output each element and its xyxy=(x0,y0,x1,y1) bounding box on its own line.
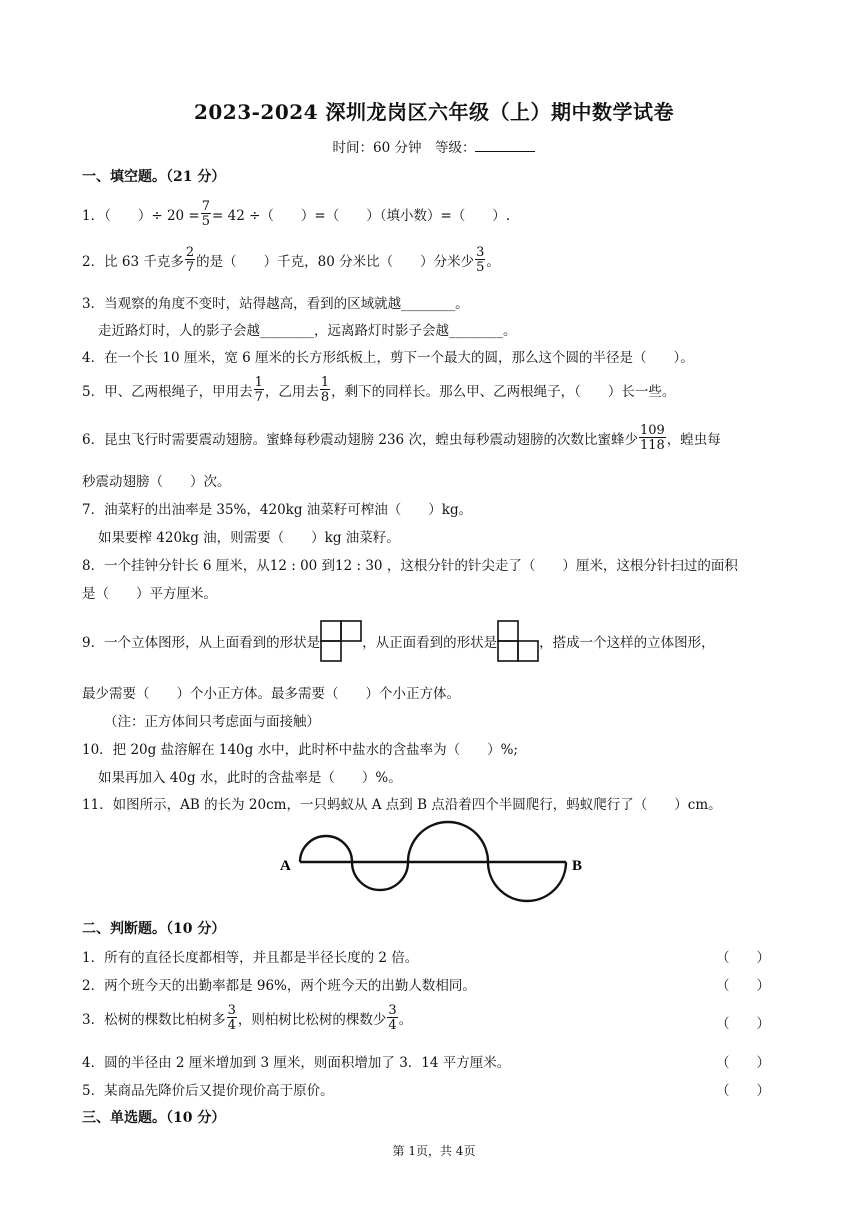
question-1-6-line2: 秒震动翅膀（ ）次。 xyxy=(82,474,231,490)
q2-text-c: 。 xyxy=(486,254,500,270)
q6-frac-num: 109 xyxy=(639,423,665,438)
top-view-grid-icon xyxy=(320,620,362,662)
page-title: 2023-2024 深圳龙岗区六年级（上）期中数学试卷 xyxy=(193,100,675,124)
q1-text-a: 1．（ ）÷ 20 = xyxy=(82,208,200,224)
question-1-9-line2: 最少需要（ ）个小正方体。最多需要（ ）个小正方体。 xyxy=(82,686,460,702)
question-1-10-line1: 10．把 20g 盐溶解在 140g 水中，此时杯中盐水的含盐率为（ ）%; xyxy=(82,742,518,758)
q1-frac-den: 5 xyxy=(201,214,211,229)
grade-blank xyxy=(475,139,535,152)
j3-frac2-num: 3 xyxy=(388,1003,397,1018)
j3-fraction-2 xyxy=(387,1004,397,1032)
judge-1: 1．所有的直径长度都相等，并且都是半径长度的 2 倍。 xyxy=(82,950,419,966)
section3-heading: 三、单选题。（10 分） xyxy=(82,1110,226,1126)
q5-fraction-2 xyxy=(320,376,330,404)
q5-frac2-den: 8 xyxy=(320,390,330,405)
point-a-label: A xyxy=(280,858,291,874)
q9-text-a: 9．一个立体图形，从上面看到的形状是 xyxy=(82,635,321,651)
semicircle-4 xyxy=(488,862,566,901)
q2-frac1-num: 2 xyxy=(185,245,195,260)
semicircle-2 xyxy=(352,862,408,890)
j3-frac1-num: 3 xyxy=(227,1003,236,1018)
q6-frac-den: 118 xyxy=(639,438,665,453)
question-1-8-line1: 8．一个挂钟分针长 6 厘米，从12 : 00 到12 : 30 ，这根分针的针尖走了（ ）厘米，这根分针扫过的面积 xyxy=(82,558,738,574)
exam-info-text: 时间：60 分钟 等级： xyxy=(332,140,476,156)
j3-frac2-den: 4 xyxy=(388,1018,397,1033)
question-1-9-note: （注：正方体间只考虑面与面接触） xyxy=(104,714,320,730)
section1-heading: 一、填空题。（21 分） xyxy=(82,169,226,185)
question-1-10-line2: 如果再加入 40g 水，此时的含盐率是（ ）%。 xyxy=(98,770,402,786)
judge-2: 2．两个班今天的出勤率都是 96%，两个班今天的出勤人数相同。 xyxy=(82,978,476,994)
q6-fraction xyxy=(639,424,666,452)
q5-text-c: ，剩下的同样长。那么甲、乙两根绳子，（ ）长一些。 xyxy=(331,384,676,400)
question-1-7-line1: 7．油菜籽的出油率是 35%，420kg 油菜籽可榨油（ ）kg。 xyxy=(82,502,473,518)
judge-4-answer[interactable]: （ ） xyxy=(716,1055,770,1071)
q2-frac2-num: 3 xyxy=(476,245,485,260)
question-1-4: 4．在一个长 10 厘米，宽 6 厘米的长方形纸板上，剪下一个最大的圆，那么这个圆的半径是（ ）。 xyxy=(82,350,694,366)
semicircle-1 xyxy=(300,836,352,862)
semicircle-3 xyxy=(408,822,488,862)
j3-text-c: 。 xyxy=(398,1012,413,1028)
judge-1-answer[interactable]: （ ） xyxy=(716,950,770,966)
question-1-5 xyxy=(82,376,675,404)
question-1-11: 11．如图所示，AB 的长为 20cm，一只蚂蚁从 A 点到 B 点沿着四个半圆爬行，蚂蚁爬行了（ ）cm。 xyxy=(82,797,722,813)
semicircles-figure xyxy=(276,814,596,904)
question-1-3-line1: 3．当观察的角度不变时，站得越高，看到的区域就越________。 xyxy=(82,296,469,312)
q1-text-b: = 42 ÷（ ）=（ ）（填小数）=（ ）. xyxy=(212,208,511,224)
q1-frac-num: 7 xyxy=(201,199,211,214)
question-1-9 xyxy=(82,620,715,662)
question-1-2 xyxy=(82,246,500,274)
j3-text-a: 3．松树的棵数比柏树多 xyxy=(82,1012,226,1028)
q9-text-c: ，搭成一个这样的立体图形， xyxy=(539,635,715,651)
q2-fraction-2 xyxy=(475,246,485,274)
q2-text-b: 的是（ ）千克，80 分米比（ ）分米少 xyxy=(196,254,475,270)
q5-frac1-num: 1 xyxy=(254,375,263,390)
j3-frac1-den: 4 xyxy=(227,1018,236,1033)
question-1-7-line2: 如果要榨 420kg 油，则需要（ ）kg 油菜籽。 xyxy=(98,530,400,546)
q2-text-a: 2．比 63 千克多 xyxy=(82,254,184,270)
question-1-1 xyxy=(82,200,510,228)
q2-frac1-den: 7 xyxy=(185,260,195,275)
front-view-grid-icon xyxy=(497,620,539,662)
question-1-3-line2: 走近路灯时，人的影子会越________，远离路灯时影子会越________。 xyxy=(98,323,517,339)
point-b-label: B xyxy=(572,858,583,874)
exam-info xyxy=(0,136,868,156)
judge-2-answer[interactable]: （ ） xyxy=(716,978,770,994)
q6-text-b: ，蝗虫每 xyxy=(666,432,721,448)
q5-frac2-num: 1 xyxy=(320,375,330,390)
judge-5-answer[interactable]: （ ） xyxy=(716,1083,770,1099)
question-1-6 xyxy=(82,424,721,452)
judge-3-answer[interactable]: （ ） xyxy=(716,1016,770,1032)
q9-text-b: ，从正面看到的形状是 xyxy=(362,635,498,651)
q5-text-a: 5．甲、乙两根绳子，甲用去 xyxy=(82,384,253,400)
j3-fraction-1 xyxy=(227,1004,237,1032)
judge-3 xyxy=(82,1004,412,1032)
page-footer: 第 1页，共 4页 xyxy=(392,1144,476,1158)
q1-fraction xyxy=(201,200,211,228)
section2-heading: 二、判断题。（10 分） xyxy=(82,921,226,937)
q2-fraction-1 xyxy=(185,246,195,274)
j3-text-b: ，则柏树比松树的棵数少 xyxy=(237,1012,387,1028)
question-1-8-line2: 是（ ）平方厘米。 xyxy=(82,586,217,602)
q2-frac2-den: 5 xyxy=(476,260,485,275)
q5-fraction-1 xyxy=(254,376,264,404)
q5-frac1-den: 7 xyxy=(254,390,263,405)
q6-text-a: 6．昆虫飞行时需要震动翅膀。蜜蜂每秒震动翅膀 236 次，蝗虫每秒震动翅膀的次数比蜜蜂少 xyxy=(82,432,638,448)
judge-4: 4．圆的半径由 2 厘米增加到 3 厘米，则面积增加了 3．14 平方厘米。 xyxy=(82,1055,511,1071)
q5-text-b: ，乙用去 xyxy=(264,384,319,400)
judge-5: 5．某商品先降价后又提价现价高于原价。 xyxy=(82,1083,334,1099)
